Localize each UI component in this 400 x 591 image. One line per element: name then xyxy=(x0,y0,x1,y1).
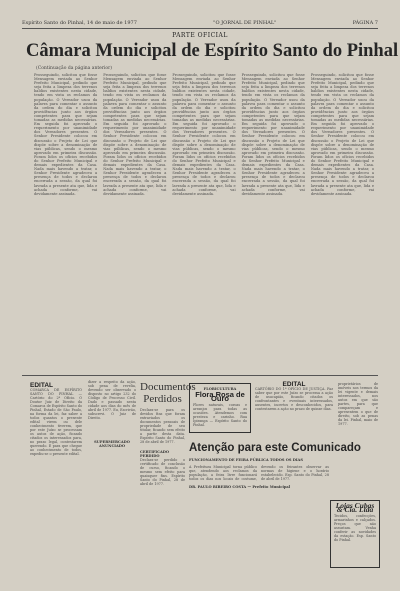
certificado-title: CERTIFICADO PERDIDO xyxy=(140,450,170,458)
edital-left-text: COMARCA DE ESPÍRITO SANTO DO PINHAL — Cartório do 2º Ofício. O Doutor Juiz de Direito da Comarca de Espírito Santo do Pinhal, Estado de São Paulo, na forma da lei, faz saber a todos quantos o presente edital virem ou dele conhecimento tiverem, que por este Juízo se processam os autos de ação, ficando citados os interessados para, no prazo legal, contestarem querendo. E para que chegue ao conhecimento de todos, expediu-se o presente edital. xyxy=(30,388,82,456)
subhead: (Continuação da página anterior) xyxy=(36,66,113,71)
article-column: Prosseguindo, solicitou que fosse Mensagem enviada ao Senhor Prefeito Municipal, pedindo que seja feita a limpeza dos terrenos baldios existentes nesta cidade, tendo em vista os reclamos da população. O Vereador usou da palavra para comentar o assunto da ordem do dia e solicitou providências junto aos órgãos competentes para que sejam tomadas as medidas necessárias. Em seguida foi aprovado o requerimento por unanimidade dos Vereadores presentes. O Senhor Presidente colocou em discussão o Projeto de Lei que dispõe sobre a denominação de vias públicas, sendo o mesmo aprovado em primeira discussão. Foram lidos os ofícios recebidos do Senhor Prefeito Municipal e demais expedientes da Casa. Nada mais havendo a tratar, o Senhor Presidente agradeceu a presença de todos e declarou encerrada a sessão, da qual foi lavrada a presente ata que, lida e achada conforme, vai devidamente assinada. xyxy=(172,73,236,196)
article-body xyxy=(34,73,374,369)
atencao-text: A Prefeitura Municipal torna público que, atendendo aos reclamos da população, a feira livre funcionará todos os dias nos locais de costume, devendo os feirantes observar as normas de higiene e o horário estabelecido. Esp. Santo do Pinhal, 28 de abril de 1977. xyxy=(189,465,329,481)
header-page-number: PÁGINA 7 xyxy=(352,20,378,26)
atencao-signature: DR. PAULO RIBEIRO COSTA — Prefeito Municipal xyxy=(189,485,291,489)
documentos-title: Documentos Perdidos xyxy=(140,381,196,405)
flora-pretitle: FLORICULTURA xyxy=(203,387,237,391)
flora-rosa-de-ouro-ad xyxy=(189,383,251,433)
lojas-text: Tecidos, confecções, armarinhos e calçados. Preços que não assustam. Venha conferir as novidades da estação. Esp. Santo do Pinhal. xyxy=(334,514,376,542)
article-column: Prosseguindo, solicitou que fosse Mensagem enviada ao Senhor Prefeito Municipal, pedindo que seja feita a limpeza dos terrenos baldios existentes nesta cidade, tendo em vista os reclamos da população. O Vereador usou da palavra para comentar o assunto da ordem do dia e solicitou providências junto aos órgãos competentes para que sejam tomadas as medidas necessárias. Em seguida foi aprovado o requerimento por unanimidade dos Vereadores presentes. O Senhor Presidente colocou em discussão o Projeto de Lei que dispõe sobre a denominação de vias públicas, sendo o mesmo aprovado em primeira discussão. Foram lidos os ofícios recebidos do Senhor Prefeito Municipal e demais expedientes da Casa. Nada mais havendo a tratar, o Senhor Presidente agradeceu a presença de todos e declarou encerrada a sessão, da qual foi lavrada a presente ata que, lida e achada conforme, vai devidamente assinada. xyxy=(310,73,375,196)
edital-right-text: CARTÓRIO DO 1º OFÍCIO DE JUSTIÇA. Faz saber que por este Juízo se processa a ação de usucapião, ficando citados os confrontantes e eventuais interessados, ausentes, incertos e desconhecidos, para contestarem a ação no prazo de quinze dias. xyxy=(255,387,333,411)
lojas-cubas-ad xyxy=(330,500,380,568)
documentos-text: Declara-se para os devidos fins que foram extraviados os documentos pessoais de propriedade de seu titular, ficando sem efeito a partir desta data. Espírito Santo do Pinhal, 28 de abril de 1977. xyxy=(140,408,185,444)
right-column-body: proprietários de imóveis nos termos da lei vigente e demais interessados, nos autos em que são partes, para que compareçam e apresentem o que de direito, sob as penas da lei. Pinhal, maio de 1977. xyxy=(338,382,378,426)
header-date: Espírito Santo do Pinhal, 14 de maio de 1977 xyxy=(22,20,137,26)
header-newspaper: "O JORNAL DE PINHAL" xyxy=(213,20,277,26)
lojas-title: Lojas Cubas & Cia. Ltda xyxy=(335,501,375,514)
section-divider xyxy=(22,375,378,376)
atencao-subtitle: FUNCIONAMENTO DE FEIRA PÚBLICA TODOS OS DIAS xyxy=(189,458,303,462)
certificado-text: Declara-se perdido o certificado de conclusão de curso, ficando o mesmo sem efeito para quaisquer fins. Espírito Santo do Pinhal, 28 de abril de 1977. xyxy=(140,458,185,486)
atencao-title: Atenção para este Comunicado xyxy=(189,442,361,454)
legal-notice-footer: SUPERMERCADO ANUNCIADO xyxy=(94,440,130,448)
legal-notice-text: dizer a respeito da ação, sob pena de revelia, devendo ser observado o disposto no artigo 232 do Código de Processo Civil. Dado e passado nesta cidade aos dias do mês de abril de 1977. Eu, Escrivão, subscrevi. O Juiz de Direito. xyxy=(88,380,136,420)
legal-notice-column xyxy=(88,380,136,580)
edital-right xyxy=(255,383,333,435)
edital-left xyxy=(30,384,82,579)
headline: Câmara Municipal de Espírito Santo do Pinhal xyxy=(26,41,399,61)
page-header xyxy=(22,18,378,29)
section-label: PARTE OFICIAL xyxy=(172,32,228,39)
article-column: Prosseguindo, solicitou que fosse Mensagem enviada ao Senhor Prefeito Municipal, pedindo que seja feita a limpeza dos terrenos baldios existentes nesta cidade, tendo em vista os reclamos da população. O Vereador usou da palavra para comentar o assunto da ordem do dia e solicitou providências junto aos órgãos competentes para que sejam tomadas as medidas necessárias. Em seguida foi aprovado o requerimento por unanimidade dos Vereadores presentes. O Senhor Presidente colocou em discussão o Projeto de Lei que dispõe sobre a denominação de vias públicas, sendo o mesmo aprovado em primeira discussão. Foram lidos os ofícios recebidos do Senhor Prefeito Municipal e demais expedientes da Casa. Nada mais havendo a tratar, o Senhor Presidente agradeceu a presença de todos e declarou encerrada a sessão, da qual foi lavrada a presente ata que, lida e achada conforme, vai devidamente assinada. xyxy=(241,73,305,196)
article-column: Prosseguindo, solicitou que fosse Mensagem enviada ao Senhor Prefeito Municipal, pedindo que seja feita a limpeza dos terrenos baldios existentes nesta cidade, tendo em vista os reclamos da população. O Vereador usou da palavra para comentar o assunto da ordem do dia e solicitou providências junto aos órgãos competentes para que sejam tomadas as medidas necessárias. Em seguida foi aprovado o requerimento por unanimidade dos Vereadores presentes. O Senhor Presidente colocou em discussão o Projeto de Lei que dispõe sobre a denominação de vias públicas, sendo o mesmo aprovado em primeira discussão. Foram lidos os ofícios recebidos do Senhor Prefeito Municipal e demais expedientes da Casa. Nada mais havendo a tratar, o Senhor Presidente agradeceu a presença de todos e declarou encerrada a sessão, da qual foi lavrada a presente ata que, lida e achada conforme, vai devidamente assinada. xyxy=(34,73,98,196)
right-column-text xyxy=(338,382,378,450)
edital-right-title: EDITAL xyxy=(282,381,306,388)
flora-title: Flora Rosa de Ouro xyxy=(195,390,245,403)
flora-text: Flores naturais, coroas e arranjos para todas as ocasiões. Atendemos com presteza e carinho. Rua Ipiranga — Espírito Santo do Pinhal. xyxy=(193,403,247,427)
documentos-perdidos xyxy=(140,381,196,581)
edital-left-title: EDITAL xyxy=(30,382,53,389)
article-column: Prosseguindo, solicitou que fosse Mensagem enviada ao Senhor Prefeito Municipal, pedindo que seja feita a limpeza dos terrenos baldios existentes nesta cidade, tendo em vista os reclamos da população. O Vereador usou da palavra para comentar o assunto da ordem do dia e solicitou providências junto aos órgãos competentes para que sejam tomadas as medidas necessárias. Em seguida foi aprovado o requerimento por unanimidade dos Vereadores presentes. O Senhor Presidente colocou em discussão o Projeto de Lei que dispõe sobre a denominação de vias públicas, sendo o mesmo aprovado em primeira discussão. Foram lidos os ofícios recebidos do Senhor Prefeito Municipal e demais expedientes da Casa. Nada mais havendo a tratar, o Senhor Presidente agradeceu a presença de todos e declarou encerrada a sessão, da qual foi lavrada a presente ata que, lida e achada conforme, vai devidamente assinada. xyxy=(103,73,167,196)
